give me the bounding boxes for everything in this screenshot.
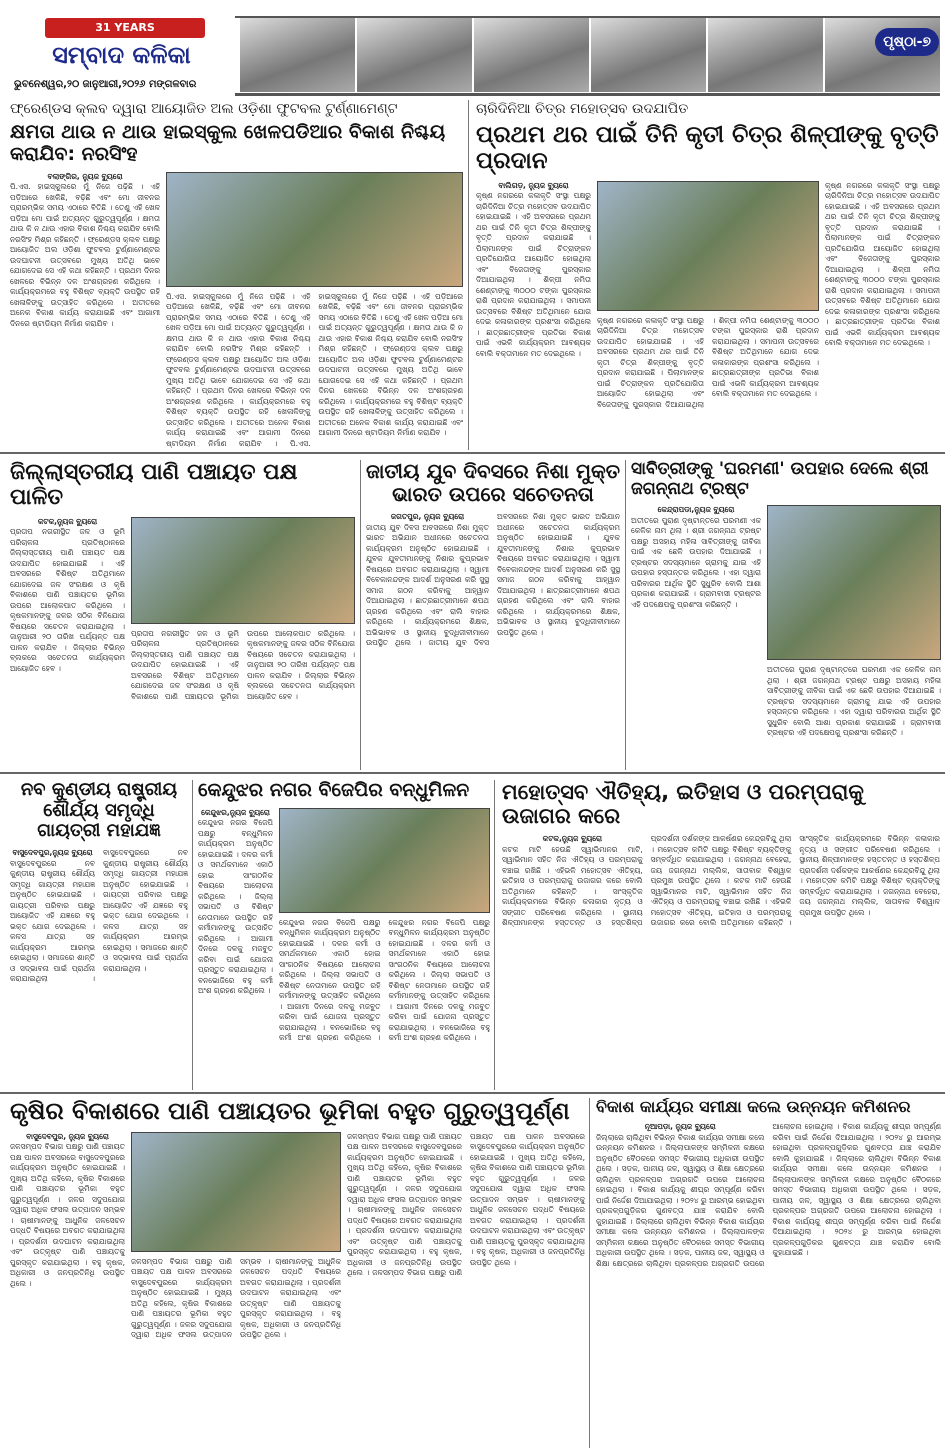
article-gayatri-yajna	[10, 780, 188, 1088]
article-text: ଜାତୀୟ ଯୁବ ଦିବସ ଅବସରରେ ନିଶା ମୁକ୍ତ ଭାରତ ଅଭିଯାନ ଅଧୀନରେ ସଚେତନତା କାର୍ଯ୍ୟକ୍ରମ ଅନୁଷ୍ଠିତ ହୋଇଯାଇଛି । ଯୁବକ ଯୁବତୀମାନଙ୍କୁ ନିଶାର କୁପ୍ରଭାବ ବିଷୟରେ ଅବଗତ କରାଯାଇଥିଲା । ସ୍ୱାମୀ ବିବେକାନନ୍ଦଙ୍କ ଆଦର୍ଶ ଅନୁସରଣ କରି ସୁସ୍ଥ ସମାଜ ଗଠନ କରିବାକୁ ଆହ୍ୱାନ ଦିଆଯାଇଥିଲା । ଛାତ୍ରଛାତ୍ରୀମାନେ ଶପଥ ଗ୍ରହଣ କରିଥିଲେ ଏବଂ ରାଲି ବାହାର କରିଥିଲେ । କାର୍ଯ୍ୟକ୍ରମରେ ଶିକ୍ଷକ, ଅଭିଭାବକ ଓ ସ୍ଥାନୀୟ ବୁଦ୍ଧିଜୀବୀମାନେ ଉପସ୍ଥିତ ଥିଲେ ।	[428, 512, 620, 647]
article-body	[366, 512, 620, 768]
article-dateline: ବଲାଙ୍ଗିର, ନ୍ୟୁଜ ବ୍ୟୁରୋ	[47, 171, 123, 181]
article-body-cont	[279, 918, 490, 1088]
article-dateline: କେନ୍ଦ୍ରାପଡା,ନ୍ୟୁଜ ବ୍ୟୁରୋ	[657, 505, 735, 515]
article-festival-heritage	[502, 780, 940, 1088]
article-body	[631, 505, 761, 768]
article-body-cont	[767, 665, 941, 768]
article-kicker: ଫ୍ରେଣ୍ଡସ କ୍ଲବ ଦ୍ୱାରା ଆୟୋଜିତ ଅଲ ଓଡ଼ିଶା ଫୁଟବଲ ଟୁର୍ଣ୍ଣାମେଣ୍ଟ	[10, 101, 398, 117]
exhibition-inauguration-photo	[131, 1132, 341, 1252]
article-headline: ଜାତୀୟ ଯୁବ ଦିବସରେ ନିଶା ମୁକ୍ତ ଭାରତ ଉପରେ ସଚେତନତା	[366, 460, 620, 506]
section-divider	[0, 1092, 945, 1094]
article-youth-day	[366, 460, 620, 768]
children-photo	[474, 18, 589, 92]
article-headline: କେନ୍ଦୁଝର ନଗର ବିଜେପିର ବନ୍ଧୁମିଳନ	[198, 780, 470, 801]
article-text: କୃଷ୍ଣ ନଗରରେ କଳାକୃତି ସଂସ୍ଥା ପକ୍ଷରୁ ଚାରିଦିନିଆ ଚିତ୍ର ମହୋତ୍ସବ ଉଦଯାପିତ ହୋଇଯାଇଛି । ଏହି ଅବସରରେ ପ୍ରଥମ ଥର ପାଇଁ ତିନି କୃତୀ ଚିତ୍ର ଶିଳ୍ପୀଙ୍କୁ ବୃତ୍ତି ପ୍ରଦାନ କରାଯାଇଛି । ପିଲାମାନଙ୍କ ପାଇଁ ଚିତ୍ରାଙ୍କନ ପ୍ରତିଯୋଗିତା ଆୟୋଜିତ ହୋଇଥିଲା ଏବଂ ବିଜେତାଙ୍କୁ ପୁରସ୍କାର ଦିଆଯାଇଥିଲା । ଶିଳ୍ପୀ ନମିତା ଶେଣ୍ଟାଙ୍କୁ ୩୦୦୦ ଟଙ୍କା ପୁରସ୍କାର ରାଶି ପ୍ରଦାନ କରାଯାଇଥିଲା । ସମାପନୀ ଉତ୍ସବରେ ବିଶିଷ୍ଟ ଅତିଥିମାନେ ଯୋଗ ଦେଇ କଳାକାରଙ୍କ ପ୍ରଶଂସା କରିଥିଲେ । ଛାତ୍ରଛାତ୍ରୀଙ୍କ ପ୍ରତିଭା ବିକାଶ ପାଇଁ ଏଭଳି କାର୍ଯ୍ୟକ୍ରମ ଆବଶ୍ୟକ ବୋଲି ବକ୍ତାମାନେ ମତ ଦେଇଥିଲେ ।	[825, 180, 940, 348]
article-text: ଜିଲ୍ଲାରେ ଚାଲିଥିବା ବିଭିନ୍ନ ବିକାଶ କାର୍ଯ୍ୟର ସମୀକ୍ଷା କଲେ ଉନ୍ନୟନ କମିଶନର । ଜିଲ୍ଲାପାଳଙ୍କ ସମ୍ମିଳନୀ କକ୍ଷରେ ଅନୁଷ୍ଠିତ ବୈଠକରେ ସମସ୍ତ ବିଭାଗୀୟ ଅଧିକାରୀ ଉପସ୍ଥିତ ଥିଲେ । ସଡ଼କ, ପାନୀୟ ଜଳ, ସ୍ୱାସ୍ଥ୍ୟ ଓ ଶିକ୍ଷା କ୍ଷେତ୍ରରେ ଚାଲିଥିବା ପ୍ରକଳ୍ପର ଅଗ୍ରଗତି ଉପରେ ଆଲୋଚନା ହୋଇଥିଲା । ବିକାଶ କାର୍ଯ୍ୟକୁ ଶୀଘ୍ର ସମ୍ପୂର୍ଣ୍ଣ କରିବା ପାଇଁ ନିର୍ଦ୍ଦେଶ ଦିଆଯାଇଥିଲା । ୨୦୨୪ ରୁ ଆରମ୍ଭ ହୋଇଥିବା ପ୍ରକଳ୍ପଗୁଡ଼ିକର ଗୁଣବତ୍ତା ଯାଞ୍ଚ କରାଯିବ ବୋଲି କୁହାଯାଇଛି ।	[596, 1132, 765, 1226]
article-bjp-meet	[198, 780, 490, 1088]
article-text: ପ୍ରତାପ ନଗରୀସ୍ଥିତ ଜଳ ଓ ଭୂମି ପରିଚାଳନା ପ୍ରତିଷ୍ଠାନରେ ଜିଲ୍ଲାସ୍ତରୀୟ ପାଣି ପଞ୍ଚାୟତ ପକ୍ଷ ଉଦଯାପିତ ହୋଇଯାଇଛି । ଏହି ଅବସରରେ ବିଶିଷ୍ଟ ଅତିଥିମାନେ ଯୋଗଦେଇ ଜଳ ସଂରକ୍ଷଣ ଓ କୃଷି ବିକାଶରେ ପାଣି ପଞ୍ଚାୟତର ଭୂମିକା ଉପରେ ଆଲୋକପାତ କରିଥିଲେ । କୃଷକମାନଙ୍କୁ ଜଳର ସଠିକ ବିନିଯୋଗ ବିଷୟରେ ସଚେତନ କରାଯାଇଥିଲା । ଜାନୁଆରୀ ୨୦ ତାରିଖ ପର୍ଯ୍ୟନ୍ତ ପକ୍ଷ ପାଳନ କରାଯିବ । ଜିଲ୍ଲାର ବିଭିନ୍ନ ବ୍ଲକରେ ସଚେତନତା କାର୍ଯ୍ୟକ୍ରମ ଆୟୋଜିତ ହେବ ।	[131, 628, 355, 701]
article-body-cont	[131, 629, 355, 768]
article-text: କଟକ ମାଟି ହେଉଛି ସ୍ୱାଭିମାନର ମାଟି, ସ୍ୱାଭିମାନ ସହିତ ନିଜ ଐତିହ୍ୟ ଓ ପରମ୍ପରାକୁ ବଞ୍ଚାଇ ରଖିଛି । ଏହିଭଳି ମହୋତ୍ସବ ଐତିହ୍ୟ, ଇତିହାସ ଓ ପରମ୍ପରାକୁ ଉଜାଗର କରେ ବୋଲି ଅତିଥିମାନେ କହିଛନ୍ତି । ସାଂସ୍କୃତିକ କାର୍ଯ୍ୟକ୍ରମରେ ବିଭିନ୍ନ କଳାକାର ନୃତ୍ୟ ଓ ସଙ୍ଗୀତ ପରିବେଷଣ କରିଥିଲେ । ସ୍ଥାନୀୟ ଶିଳ୍ପୀମାନଙ୍କ ହସ୍ତତନ୍ତ ଓ ହସ୍ତଶିଳ୍ପ ପ୍ରଦର୍ଶନୀ ଦର୍ଶକଙ୍କ ଆକର୍ଷଣର କେନ୍ଦ୍ରବିନ୍ଦୁ ଥିଲା । ମହୋତ୍ସବ କମିଟି ପକ୍ଷରୁ ବିଶିଷ୍ଟ ବ୍ୟକ୍ତିଙ୍କୁ ସମ୍ବର୍ଦ୍ଧିତ କରାଯାଇଥିଲା । ଜଗନ୍ନାଥ ବେହେରା, ଜୟ ଜଗନ୍ନାଥ ମଲ୍ଲିକ, ସାତାବାକ ବିଶ୍ୱାଳ ପ୍ରମୁଖ ଉପସ୍ଥିତ ଥିଲେ ।	[650, 834, 940, 928]
article-body-cont	[597, 316, 819, 448]
article-dateline: ନୂଆପଡ଼ା, ନ୍ୟୁଜ ବ୍ୟୁରୋ	[644, 1122, 716, 1132]
article-body-cont	[166, 292, 463, 448]
article-art-festival	[476, 100, 940, 448]
column-divider	[494, 780, 495, 1090]
article-text: ଜଳସମ୍ପଦ ବିଭାଗ ପକ୍ଷରୁ ପାଣି ପଞ୍ଚାୟତ ପକ୍ଷ ପାଳନ ଅବସରରେ ବାସୁଦେବପୁରରେ କାର୍ଯ୍ୟକ୍ରମ ଅନୁଷ୍ଠିତ ହୋଇଯାଇଛି । ମୁଖ୍ୟ ଅତିଥି କହିଲେ, କୃଷିର ବିକାଶରେ ପାଣି ପଞ୍ଚାୟତର ଭୂମିକା ବହୁତ ଗୁରୁତ୍ୱପୂର୍ଣ୍ଣ । ଜଳର ସଦୁପଯୋଗ ଦ୍ୱାରା ଅଧିକ ଫସଲ ଉତ୍ପାଦନ ସମ୍ଭବ । ଚାଷୀମାନଙ୍କୁ ଆଧୁନିକ ଜଳସେଚନ ପଦ୍ଧତି ବିଷୟରେ ଅବଗତ କରାଯାଇଥିଲା । ପ୍ରଦର୍ଶନୀ ଉଦଘାଟନ କରାଯାଇଥିଲା ଏବଂ ଉତ୍କୃଷ୍ଟ ପାଣି ପଞ୍ଚାୟତକୁ ପୁରସ୍କୃତ କରାଯାଇଥିଲା । ବହୁ କୃଷକ, ଅଧିକାରୀ ଓ ଜନପ୍ରତିନିଧି ଉପସ୍ଥିତ ଥିଲେ ।	[10, 1142, 125, 1288]
article-body	[10, 172, 160, 448]
article-text: କୃଷ୍ଣ ନଗରରେ କଳାକୃତି ସଂସ୍ଥା ପକ୍ଷରୁ ଚାରିଦିନିଆ ଚିତ୍ର ମହୋତ୍ସବ ଉଦଯାପିତ ହୋଇଯାଇଛି । ଏହି ଅବସରରେ ପ୍ରଥମ ଥର ପାଇଁ ତିନି କୃତୀ ଚିତ୍ର ଶିଳ୍ପୀଙ୍କୁ ବୃତ୍ତି ପ୍ରଦାନ କରାଯାଇଛି । ପିଲାମାନଙ୍କ ପାଇଁ ଚିତ୍ରାଙ୍କନ ପ୍ରତିଯୋଗିତା ଆୟୋଜିତ ହୋଇଥିଲା ଏବଂ ବିଜେତାଙ୍କୁ ପୁରସ୍କାର ଦିଆଯାଇଥିଲା । ଶିଳ୍ପୀ ନମିତା ଶେଣ୍ଟାଙ୍କୁ ୩୦୦୦ ଟଙ୍କା ପୁରସ୍କାର ରାଶି ପ୍ରଦାନ କରାଯାଇଥିଲା । ସମାପନୀ ଉତ୍ସବରେ ବିଶିଷ୍ଟ ଅତିଥିମାନେ ଯୋଗ ଦେଇ କଳାକାରଙ୍କ ପ୍ରଶଂସା କରିଥିଲେ । ଛାତ୍ରଛାତ୍ରୀଙ୍କ ପ୍ରତିଭା ବିକାଶ ପାଇଁ ଏଭଳି କାର୍ଯ୍ୟକ୍ରମ ଆବଶ୍ୟକ ବୋଲି ବକ୍ତାମାନେ ମତ ଦେଇଥିଲେ ।	[476, 191, 591, 358]
column-divider	[360, 460, 361, 770]
years-ribbon: 31 YEARS	[45, 18, 205, 38]
meeting-stage-photo	[131, 517, 355, 624]
column-divider	[468, 100, 469, 450]
column-divider	[625, 460, 626, 770]
article-text: ବାସୁଦେବପୁରରେ ନବ କୁଣ୍ଡୀୟ ରାଷ୍ଟ୍ରୀୟ ଶୌର୍ଯ୍ୟ ସମୃଦ୍ଧି ଗାୟତ୍ରୀ ମହାଯଜ୍ଞ ଅନୁଷ୍ଠିତ ହୋଇଯାଇଛି । ଗାୟତ୍ରୀ ପରିବାର ପକ୍ଷରୁ ଆୟୋଜିତ ଏହି ଯଜ୍ଞରେ ବହୁ ଭକ୍ତ ଯୋଗ ଦେଇଥିଲେ । କଳସ ଯାତ୍ରା ସହ କାର୍ଯ୍ୟକ୍ରମ ଆରମ୍ଭ ହୋଇଥିଲା । ସମାଜରେ ଶାନ୍ତି ଓ ସଦ୍ଭାବନା ପାଇଁ ପ୍ରାର୍ଥନା କରାଯାଇଥିଲା ।	[103, 848, 188, 973]
article-text: ଜାତୀୟ ଯୁବ ଦିବସ ଅବସରରେ ନିଶା ମୁକ୍ତ ଭାରତ ଅଭିଯାନ ଅଧୀନରେ ସଚେତନତା କାର୍ଯ୍ୟକ୍ରମ ଅନୁଷ୍ଠିତ ହୋଇଯାଇଛି । ଯୁବକ ଯୁବତୀମାନଙ୍କୁ ନିଶାର କୁପ୍ରଭାବ ବିଷୟରେ ଅବଗତ କରାଯାଇଥିଲା । ସ୍ୱାମୀ ବିବେକାନନ୍ଦଙ୍କ ଆଦର୍ଶ ଅନୁସରଣ କରି ସୁସ୍ଥ ସମାଜ ଗଠନ କରିବାକୁ ଆହ୍ୱାନ ଦିଆଯାଇଥିଲା । ଛାତ୍ରଛାତ୍ରୀମାନେ ଶପଥ ଗ୍ରହଣ କରିଥିଲେ ଏବଂ ରାଲି ବାହାର କରିଥିଲେ । କାର୍ଯ୍ୟକ୍ରମରେ ଶିକ୍ଷକ, ଅଭିଭାବକ ଓ ସ୍ଥାନୀୟ ବୁଦ୍ଧିଜୀବୀମାନେ ଉପସ୍ଥିତ ଥିଲେ ।	[366, 522, 489, 647]
article-body	[10, 848, 188, 1088]
article-text: ଜିଲ୍ଲାରେ ଚାଲିଥିବା ବିଭିନ୍ନ ବିକାଶ କାର୍ଯ୍ୟର ସମୀକ୍ଷା କଲେ ଉନ୍ନୟନ କମିଶନର । ଜିଲ୍ଲାପାଳଙ୍କ ସମ୍ମିଳନୀ କକ୍ଷରେ ଅନୁଷ୍ଠିତ ବୈଠକରେ ସମସ୍ତ ବିଭାଗୀୟ ଅଧିକାରୀ ଉପସ୍ଥିତ ଥିଲେ । ସଡ଼କ, ପାନୀୟ ଜଳ, ସ୍ୱାସ୍ଥ୍ୟ ଓ ଶିକ୍ଷା କ୍ଷେତ୍ରରେ ଚାଲିଥିବା ପ୍ରକଳ୍ପର ଅଗ୍ରଗତି ଉପରେ ଆଲୋଚନା ହୋଇଥିଲା । ବିକାଶ କାର୍ଯ୍ୟକୁ ଶୀଘ୍ର ସମ୍ପୂର୍ଣ୍ଣ କରିବା ପାଇଁ ନିର୍ଦ୍ଦେଶ ଦିଆଯାଇଥିଲା । ୨୦୨୪ ରୁ ଆରମ୍ଭ ହୋଇଥିବା ପ୍ରକଳ୍ପଗୁଡ଼ିକର ଗୁଣବତ୍ତା ଯାଞ୍ଚ କରାଯିବ ବୋଲି କୁହାଯାଇଛି ।	[596, 1122, 941, 1268]
art-award-photo	[597, 181, 819, 311]
masthead-photo-strip	[240, 18, 940, 92]
article-headline: କ୍ଷମତା ଥାଉ ନ ଥାଉ ହାଇସ୍କୁଲ ଖେଳପଡିଆର ବିକାଶ ନିଶ୍ଚୟ କରାଯିବ: ନରସିଂହ	[10, 121, 446, 165]
picnic-gathering-photo	[279, 808, 490, 913]
article-headline: ପ୍ରଥମ ଥର ପାଇଁ ତିନି କୃତୀ ଚିତ୍ର ଶିଳ୍ପୀଙ୍କୁ ବୃତ୍ତି ପ୍ରଦାନ	[476, 122, 939, 175]
art-photo	[591, 18, 706, 92]
article-text: ଜଳସମ୍ପଦ ବିଭାଗ ପକ୍ଷରୁ ପାଣି ପଞ୍ଚାୟତ ପକ୍ଷ ପାଳନ ଅବସରରେ ବାସୁଦେବପୁରରେ କାର୍ଯ୍ୟକ୍ରମ ଅନୁଷ୍ଠିତ ହୋଇଯାଇଛି । ମୁଖ୍ୟ ଅତିଥି କହିଲେ, କୃଷିର ବିକାଶରେ ପାଣି ପଞ୍ଚାୟତର ଭୂମିକା ବହୁତ ଗୁରୁତ୍ୱପୂର୍ଣ୍ଣ । ଜଳର ସଦୁପଯୋଗ ଦ୍ୱାରା ଅଧିକ ଫସଲ ଉତ୍ପାଦନ ସମ୍ଭବ । ଚାଷୀମାନଙ୍କୁ ଆଧୁନିକ ଜଳସେଚନ ପଦ୍ଧତି ବିଷୟରେ ଅବଗତ କରାଯାଇଥିଲା । ପ୍ରଦର୍ଶନୀ ଉଦଘାଟନ କରାଯାଇଥିଲା ଏବଂ ଉତ୍କୃଷ୍ଟ ପାଣି ପଞ୍ଚାୟତକୁ ପୁରସ୍କୃତ କରାଯାଇଥିଲା । ବହୁ କୃଷକ, ଅଧିକାରୀ ଓ ଜନପ୍ରତିନିଧି ଉପସ୍ଥିତ ଥିଲେ ।	[372, 1131, 585, 1278]
article-text: ଜିଲ୍ଲାରେ ଚାଲିଥିବା ବିଭିନ୍ନ ବିକାଶ କାର୍ଯ୍ୟର ସମୀକ୍ଷା କଲେ ଉନ୍ନୟନ କମିଶନର । ଜିଲ୍ଲାପାଳଙ୍କ ସମ୍ମିଳନୀ କକ୍ଷରେ ଅନୁଷ୍ଠିତ ବୈଠକରେ ସମସ୍ତ ବିଭାଗୀୟ ଅଧିକାରୀ ଉପସ୍ଥିତ ଥିଲେ । ସଡ଼କ, ପାନୀୟ ଜଳ, ସ୍ୱାସ୍ଥ୍ୟ ଓ ଶିକ୍ଷା କ୍ଷେତ୍ରରେ ଚାଲିଥିବା ପ୍ରକଳ୍ପର ଅଗ୍ରଗତି ଉପରେ ଆଲୋଚନା ହୋଇଥିଲା । ବିକାଶ କାର୍ଯ୍ୟକୁ ଶୀଘ୍ର ସମ୍ପୂର୍ଣ୍ଣ କରିବା ପାଇଁ ନିର୍ଦ୍ଦେଶ ଦିଆଯାଇଥିଲା । ୨୦୨୪ ରୁ ଆରମ୍ଭ ହୋଇଥିବା ପ୍ରକଳ୍ପଗୁଡ଼ିକର ଗୁଣବତ୍ତା ଯାଞ୍ଚ କରାଯିବ ବୋଲି କୁହାଯାଇଛି ।	[772, 1153, 941, 1258]
article-text: ଜଳସମ୍ପଦ ବିଭାଗ ପକ୍ଷରୁ ପାଣି ପଞ୍ଚାୟତ ପକ୍ଷ ପାଳନ ଅବସରରେ ବାସୁଦେବପୁରରେ କାର୍ଯ୍ୟକ୍ରମ ଅନୁଷ୍ଠିତ ହୋଇଯାଇଛି । ମୁଖ୍ୟ ଅତିଥି କହିଲେ, କୃଷିର ବିକାଶରେ ପାଣି ପଞ୍ଚାୟତର ଭୂମିକା ବହୁତ ଗୁରୁତ୍ୱପୂର୍ଣ୍ଣ । ଜଳର ସଦୁପଯୋଗ ଦ୍ୱାରା ଅଧିକ ଫସଲ ଉତ୍ପାଦନ ସମ୍ଭବ । ଚାଷୀମାନଙ୍କୁ ଆଧୁନିକ ଜଳସେଚନ ପଦ୍ଧତି ବିଷୟରେ ଅବଗତ କରାଯାଇଥିଲା । ପ୍ରଦର୍ଶନୀ ଉଦଘାଟନ କରାଯାଇଥିଲା ଏବଂ ଉତ୍କୃଷ୍ଟ ପାଣି ପଞ୍ଚାୟତକୁ ପୁରସ୍କୃତ କରାଯାଇଥିଲା । ବହୁ କୃଷକ, ଅଧିକାରୀ ଓ ଜନପ୍ରତିନିଧି ଉପସ୍ଥିତ ଥିଲେ ।	[347, 1131, 462, 1278]
article-headline: ଜିଲ୍ଲାସ୍ତରୀୟ ପାଣି ପଞ୍ଚାୟତ ପକ୍ଷ ପାଳିତ	[10, 460, 298, 511]
craft-photo	[357, 18, 472, 92]
temple-photo	[240, 18, 355, 92]
article-body	[198, 808, 273, 1088]
dateline: ଭୁବନେଶ୍ୱର,୨୦ ଜାନୁଆରୀ,୨୦୨୬ ମଙ୍ଗଳବାର	[14, 79, 197, 90]
article-headline: ମହୋତ୍ସବ ଐତିହ୍ୟ, ଇତିହାସ ଓ ପରମ୍ପରାକୁ ଉଜାଗର କରେ	[502, 780, 864, 829]
article-headline: ସାବିତ୍ରୀଙ୍କୁ 'ଘରମଣୀ' ଉପହାର ଦେଲେ ଶ୍ରୀ ଜଗନ୍ନାଥ ଟ୍ରଷ୍ଟ	[631, 460, 929, 499]
article-body	[476, 181, 591, 448]
article-text: ଜଳସମ୍ପଦ ବିଭାଗ ପକ୍ଷରୁ ପାଣି ପଞ୍ଚାୟତ ପକ୍ଷ ପାଳନ ଅବସରରେ ବାସୁଦେବପୁରରେ କାର୍ଯ୍ୟକ୍ରମ ଅନୁଷ୍ଠିତ ହୋଇଯାଇଛି । ମୁଖ୍ୟ ଅତିଥି କହିଲେ, କୃଷିର ବିକାଶରେ ପାଣି ପଞ୍ଚାୟତର ଭୂମିକା ବହୁତ ଗୁରୁତ୍ୱପୂର୍ଣ୍ଣ । ଜଳର ସଦୁପଯୋଗ ଦ୍ୱାରା ଅଧିକ ଫସଲ ଉତ୍ପାଦନ ସମ୍ଭବ । ଚାଷୀମାନଙ୍କୁ ଆଧୁନିକ ଜଳସେଚନ ପଦ୍ଧତି ବିଷୟରେ ଅବଗତ କରାଯାଇଥିଲା । ପ୍ରଦର୍ଶନୀ ଉଦଘାଟନ କରାଯାଇଥିଲା ଏବଂ ଉତ୍କୃଷ୍ଟ ପାଣି ପଞ୍ଚାୟତକୁ ପୁରସ୍କୃତ କରାଯାଇଥିଲା । ବହୁ କୃଷକ, ଅଧିକାରୀ ଓ ଜନପ୍ରତିନିଧି ଉପସ୍ଥିତ ଥିଲେ ।	[131, 1256, 341, 1340]
article-text: ପ୍ରତାପ ନଗରୀସ୍ଥିତ ଜଳ ଓ ଭୂମି ପରିଚାଳନା ପ୍ରତିଷ୍ଠାନରେ ଜିଲ୍ଲାସ୍ତରୀୟ ପାଣି ପଞ୍ଚାୟତ ପକ୍ଷ ଉଦଯାପିତ ହୋଇଯାଇଛି । ଏହି ଅବସରରେ ବିଶିଷ୍ଟ ଅତିଥିମାନେ ଯୋଗଦେଇ ଜଳ ସଂରକ୍ଷଣ ଓ କୃଷି ବିକାଶରେ ପାଣି ପଞ୍ଚାୟତର ଭୂମିକା ଉପରେ ଆଲୋକପାତ କରିଥିଲେ । କୃଷକମାନଙ୍କୁ ଜଳର ସଠିକ ବିନିଯୋଗ ବିଷୟରେ ସଚେତନ କରାଯାଇଥିଲା । ଜାନୁଆରୀ ୨୦ ତାରିଖ ପର୍ଯ୍ୟନ୍ତ ପକ୍ଷ ପାଳନ କରାଯିବ । ଜିଲ୍ଲାର ବିଭିନ୍ନ ବ୍ଲକରେ ସଚେତନତା କାର୍ଯ୍ୟକ୍ରମ ଆୟୋଜିତ ହେବ ।	[10, 527, 125, 673]
article-trust-gift	[631, 460, 941, 768]
article-headline: ନବ କୁଣ୍ଡୀୟ ରାଷ୍ଟ୍ରୀୟ ଶୌର୍ଯ୍ୟ ସମୃଦ୍ଧି ଗାୟତ୍ରୀ ମହାଯଜ୍ଞ	[20, 780, 178, 842]
article-body	[502, 834, 940, 1088]
article-text: କେନ୍ଦୁଝର ନଗର ବିଜେପି ପକ୍ଷରୁ ବନ୍ଧୁମିଳନ କାର୍ଯ୍ୟକ୍ରମ ଅନୁଷ୍ଠିତ ହୋଇଯାଇଛି । ଦଳର କର୍ମୀ ଓ ସମର୍ଥକମାନେ ଏକାଠି ହୋଇ ସାଂଗଠନିକ ବିଷୟରେ ଆଲୋଚନା କରିଥିଲେ । ଜିଲ୍ଲା ସଭାପତି ଓ ବିଶିଷ୍ଟ ନେତାମାନେ ଉପସ୍ଥିତ ରହି କର୍ମୀମାନଙ୍କୁ ଉତ୍ସାହିତ କରିଥିଲେ । ଆଗାମୀ ଦିନରେ ଦଳକୁ ମଜବୁତ କରିବା ପାଇଁ ଯୋଜନା ପ୍ରସ୍ତୁତ କରାଯାଇଥିଲା । ବନଭୋଜିରେ ବହୁ କର୍ମୀ ଅଂଶ ଗ୍ରହଣ କରିଥିଲେ ।	[198, 818, 273, 996]
article-agriculture	[10, 1098, 585, 1446]
article-kicker: ଚାରିଦିନିଆ ଚିତ୍ର ମହୋତ୍ସବ ଉଦଯାପିତ	[476, 101, 689, 117]
article-text: କଟକ ମାଟି ହେଉଛି ସ୍ୱାଭିମାନର ମାଟି, ସ୍ୱାଭିମାନ ସହିତ ନିଜ ଐତିହ୍ୟ ଓ ପରମ୍ପରାକୁ ବଞ୍ଚାଇ ରଖିଛି । ଏହିଭଳି ମହୋତ୍ସବ ଐତିହ୍ୟ, ଇତିହାସ ଓ ପରମ୍ପରାକୁ ଉଜାଗର କରେ ବୋଲି ଅତିଥିମାନେ କହିଛନ୍ତି । ସାଂସ୍କୃତିକ କାର୍ଯ୍ୟକ୍ରମରେ ବିଭିନ୍ନ କଳାକାର ନୃତ୍ୟ ଓ ସଙ୍ଗୀତ ପରିବେଷଣ କରିଥିଲେ । ସ୍ଥାନୀୟ ଶିଳ୍ପୀମାନଙ୍କ ହସ୍ତତନ୍ତ ଓ ହସ୍ତଶିଳ୍ପ ପ୍ରଦର୍ଶନୀ ଦର୍ଶକଙ୍କ ଆକର୍ଷଣର କେନ୍ଦ୍ରବିନ୍ଦୁ ଥିଲା । ମହୋତ୍ସବ କମିଟି ପକ୍ଷରୁ ବିଶିଷ୍ଟ ବ୍ୟକ୍ତିଙ୍କୁ ସମ୍ବର୍ଦ୍ଧିତ କରାଯାଇଥିଲା । ଜଗନ୍ନାଥ ବେହେରା, ଜୟ ଜଗନ୍ନାଥ ମଲ୍ଲିକ, ସାତାବାକ ବିଶ୍ୱାଳ ପ୍ରମୁଖ ଉପସ୍ଥିତ ଥିଲେ ।	[502, 834, 792, 928]
article-text: ଅତୀତରେ ପୁରାଣ ଦୃଷ୍ଟାନ୍ତରେ ଘରମଣୀ ଏକ କେଳିକ ନାମ ଥିଲା । ଶ୍ରୀ ଜଗନ୍ନାଥ ଟ୍ରଷ୍ଟ ପକ୍ଷରୁ ଅସହାୟ ମହିଳା ସାବିତ୍ରୀଙ୍କୁ ଜୀବିକା ପାଇଁ ଏକ ଛେଳି ଉପହାର ଦିଆଯାଇଛି । ଟ୍ରଷ୍ଟର ସଦସ୍ୟମାନେ ଗ୍ରାମକୁ ଯାଇ ଏହି ଉପହାର ହସ୍ତାନ୍ତର କରିଥିଲେ । ଏହା ଦ୍ୱାରା ପରିବାରର ଆର୍ଥିକ ସ୍ଥିତି ସୁଧୁରିବ ବୋଲି ଆଶା ପ୍ରକାଶ କରାଯାଇଛି । ଗ୍ରାମବାସୀ ଟ୍ରଷ୍ଟର ଏହି ପଦକ୍ଷେପକୁ ପ୍ରଶଂସା କରିଛନ୍ତି ।	[631, 515, 761, 609]
article-development-review	[596, 1098, 941, 1446]
article-text: କେନ୍ଦୁଝର ନଗର ବିଜେପି ପକ୍ଷରୁ ବନ୍ଧୁମିଳନ କାର୍ଯ୍ୟକ୍ରମ ଅନୁଷ୍ଠିତ ହୋଇଯାଇଛି । ଦଳର କର୍ମୀ ଓ ସମର୍ଥକମାନେ ଏକାଠି ହୋଇ ସାଂଗଠନିକ ବିଷୟରେ ଆଲୋଚନା କରିଥିଲେ । ଜିଲ୍ଲା ସଭାପତି ଓ ବିଶିଷ୍ଟ ନେତାମାନେ ଉପସ୍ଥିତ ରହି କର୍ମୀମାନଙ୍କୁ ଉତ୍ସାହିତ କରିଥିଲେ । ଆଗାମୀ ଦିନରେ ଦଳକୁ ମଜବୁତ କରିବା ପାଇଁ ଯୋଜନା ପ୍ରସ୍ତୁତ କରାଯାଇଥିଲା । ବନଭୋଜିରେ ବହୁ କର୍ମୀ ଅଂଶ ଗ୍ରହଣ କରିଥିଲେ ।	[388, 917, 490, 1043]
article-text: ପି.ଏସ. ହାଇସ୍କୁଲରେ ମୁଁ ନିଜେ ପଢ଼ିଛି । ଏହି ପଡ଼ିଆରେ ଖେଳିଛି, ବଢ଼ିଛି ଏବଂ ମୋ ଜୀବନର ପ୍ରାରମ୍ଭିକ ସମୟ ଏଠାରେ ବିତିଛି । ତେଣୁ ଏହି ଖେଳ ପଡ଼ିଆ ମୋ ପାଇଁ ଅତ୍ୟନ୍ତ ଗୁରୁତ୍ୱପୂର୍ଣ୍ଣ । କ୍ଷମତା ଥାଉ କି ନ ଥାଉ ଏହାର ବିକାଶ ନିଶ୍ଚୟ କରାଯିବ ବୋଲି ନରସିଂହ ମିଶ୍ର କହିଛନ୍ତି । ଫ୍ରେଣ୍ଡସ କ୍ଲବ ପକ୍ଷରୁ ଆୟୋଜିତ ଅଲ ଓଡ଼ିଶା ଫୁଟବଲ ଟୁର୍ଣ୍ଣାମେଣ୍ଟର ଉଦଘାଟନୀ ଉତ୍ସବରେ ମୁଖ୍ୟ ଅତିଥି ଭାବେ ଯୋଗଦେଇ ସେ ଏହି କଥା କହିଛନ୍ତି । ପ୍ରଥମ ଦିନର ଖେଳରେ ବିଭିନ୍ନ ଦଳ ଅଂଶଗ୍ରହଣ କରିଥିଲେ । କାର୍ଯ୍ୟକ୍ରମରେ ବହୁ ବିଶିଷ୍ଟ ବ୍ୟକ୍ତି ଉପସ୍ଥିତ ରହି ଖେଳାଳିଙ୍କୁ ଉତ୍ସାହିତ କରିଥିଲେ । ଅତୀତରେ ଅନେକ ବିକାଶ କାର୍ଯ୍ୟ କରାଯାଇଛି ଏବଂ ଆଗାମୀ ଦିନରେ ଷ୍ଟାଡିୟମ ନିର୍ମାଣ କରାଯିବ ।	[10, 182, 160, 328]
article-body-cont	[347, 1132, 585, 1446]
page-number-badge: ପୃଷ୍ଠା-୭	[875, 28, 939, 56]
article-text: ବାସୁଦେବପୁରରେ ନବ କୁଣ୍ଡୀୟ ରାଷ୍ଟ୍ରୀୟ ଶୌର୍ଯ୍ୟ ସମୃଦ୍ଧି ଗାୟତ୍ରୀ ମହାଯଜ୍ଞ ଅନୁଷ୍ଠିତ ହୋଇଯାଇଛି । ଗାୟତ୍ରୀ ପରିବାର ପକ୍ଷରୁ ଆୟୋଜିତ ଏହି ଯଜ୍ଞରେ ବହୁ ଭକ୍ତ ଯୋଗ ଦେଇଥିଲେ । କଳସ ଯାତ୍ରା ସହ କାର୍ଯ୍ୟକ୍ରମ ଆରମ୍ଭ ହୋଇଥିଲା । ସମାଜରେ ଶାନ୍ତି ଓ ସଦ୍ଭାବନା ପାଇଁ ପ୍ରାର୍ଥନା କରାଯାଇଥିଲା ।	[10, 858, 95, 984]
football-teams-photo	[166, 172, 463, 287]
article-headline: ବିକାଶ କାର୍ଯ୍ୟର ସମୀକ୍ଷା କଲେ ଉନ୍ନୟନ କମିଶନର	[596, 1098, 911, 1116]
article-dateline: କଟକ,ନ୍ୟୁଜ ବ୍ୟୁରୋ	[542, 834, 602, 844]
article-text: କେନ୍ଦୁଝର ନଗର ବିଜେପି ପକ୍ଷରୁ ବନ୍ଧୁମିଳନ କାର୍ଯ୍ୟକ୍ରମ ଅନୁଷ୍ଠିତ ହୋଇଯାଇଛି । ଦଳର କର୍ମୀ ଓ ସମର୍ଥକମାନେ ଏକାଠି ହୋଇ ସାଂଗଠନିକ ବିଷୟରେ ଆଲୋଚନା କରିଥିଲେ । ଜିଲ୍ଲା ସଭାପତି ଓ ବିଶିଷ୍ଟ ନେତାମାନେ ଉପସ୍ଥିତ ରହି କର୍ମୀମାନଙ୍କୁ ଉତ୍ସାହିତ କରିଥିଲେ । ଆଗାମୀ ଦିନରେ ଦଳକୁ ମଜବୁତ କରିବା ପାଇଁ ଯୋଜନା ପ୍ରସ୍ତୁତ କରାଯାଇଥିଲା । ବନଭୋଜିରେ ବହୁ କର୍ମୀ ଅଂଶ ଗ୍ରହଣ କରିଥିଲେ ।	[279, 917, 381, 1043]
article-body	[10, 517, 125, 768]
article-body-cont	[131, 1257, 341, 1446]
article-text: ପି.ଏସ. ହାଇସ୍କୁଲରେ ମୁଁ ନିଜେ ପଢ଼ିଛି । ଏହି ପଡ଼ିଆରେ ଖେଳିଛି, ବଢ଼ିଛି ଏବଂ ମୋ ଜୀବନର ପ୍ରାରମ୍ଭିକ ସମୟ ଏଠାରେ ବିତିଛି । ତେଣୁ ଏହି ଖେଳ ପଡ଼ିଆ ମୋ ପାଇଁ ଅତ୍ୟନ୍ତ ଗୁରୁତ୍ୱପୂର୍ଣ୍ଣ । କ୍ଷମତା ଥାଉ କି ନ ଥାଉ ଏହାର ବିକାଶ ନିଶ୍ଚୟ କରାଯିବ ବୋଲି ନରସିଂହ ମିଶ୍ର କହିଛନ୍ତି । ଫ୍ରେଣ୍ଡସ କ୍ଲବ ପକ୍ଷରୁ ଆୟୋଜିତ ଅଲ ଓଡ଼ିଶା ଫୁଟବଲ ଟୁର୍ଣ୍ଣାମେଣ୍ଟର ଉଦଘାଟନୀ ଉତ୍ସବରେ ମୁଖ୍ୟ ଅତିଥି ଭାବେ ଯୋଗଦେଇ ସେ ଏହି କଥା କହିଛନ୍ତି । ପ୍ରଥମ ଦିନର ଖେଳରେ ବିଭିନ୍ନ ଦଳ ଅଂଶଗ୍ରହଣ କରିଥିଲେ । କାର୍ଯ୍ୟକ୍ରମରେ ବହୁ ବିଶିଷ୍ଟ ବ୍ୟକ୍ତି ଉପସ୍ଥିତ ରହି ଖେଳାଳିଙ୍କୁ ଉତ୍ସାହିତ କରିଥିଲେ । ଅତୀତରେ ଅନେକ ବିକାଶ କାର୍ଯ୍ୟ କରାଯାଇଛି ଏବଂ ଆଗାମୀ ଦିନରେ ଷ୍ଟାଡିୟମ ନିର୍ମାଣ କରାଯିବ ।	[289, 291, 463, 448]
article-dateline: ବାଲିଗଡ଼, ନ୍ୟୁଜ ବ୍ୟୁରୋ	[498, 180, 569, 190]
article-text: ପି.ଏସ. ହାଇସ୍କୁଲରେ ମୁଁ ନିଜେ ପଢ଼ିଛି । ଏହି ପଡ଼ିଆରେ ଖେଳିଛି, ବଢ଼ିଛି ଏବଂ ମୋ ଜୀବନର ପ୍ରାରମ୍ଭିକ ସମୟ ଏଠାରେ ବିତିଛି । ତେଣୁ ଏହି ଖେଳ ପଡ଼ିଆ ମୋ ପାଇଁ ଅତ୍ୟନ୍ତ ଗୁରୁତ୍ୱପୂର୍ଣ୍ଣ । କ୍ଷମତା ଥାଉ କି ନ ଥାଉ ଏହାର ବିକାଶ ନିଶ୍ଚୟ କରାଯିବ ବୋଲି ନରସିଂହ ମିଶ୍ର କହିଛନ୍ତି । ଫ୍ରେଣ୍ଡସ କ୍ଲବ ପକ୍ଷରୁ ଆୟୋଜିତ ଅଲ ଓଡ଼ିଶା ଫୁଟବଲ ଟୁର୍ଣ୍ଣାମେଣ୍ଟର ଉଦଘାଟନୀ ଉତ୍ସବରେ ମୁଖ୍ୟ ଅତିଥି ଭାବେ ଯୋଗଦେଇ ସେ ଏହି କଥା କହିଛନ୍ତି । ପ୍ରଥମ ଦିନର ଖେଳରେ ବିଭିନ୍ନ ଦଳ ଅଂଶଗ୍ରହଣ କରିଥିଲେ । କାର୍ଯ୍ୟକ୍ରମରେ ବହୁ ବିଶିଷ୍ଟ ବ୍ୟକ୍ତି ଉପସ୍ଥିତ ରହି ଖେଳାଳିଙ୍କୁ ଉତ୍ସାହିତ କରିଥିଲେ । ଅତୀତରେ ଅନେକ ବିକାଶ କାର୍ଯ୍ୟ କରାଯାଇଛି ଏବଂ ଆଗାମୀ ଦିନରେ ଷ୍ଟାଡିୟମ ନିର୍ମାଣ କରାଯିବ ।	[166, 291, 311, 448]
article-body	[596, 1122, 941, 1446]
article-dateline: କଟକ,ନ୍ୟୁଜ ବ୍ୟୁରୋ	[37, 516, 98, 526]
article-dateline: ବାସୁଦେବପୁର, ନ୍ୟୁଜ ବ୍ୟୁରୋ	[26, 1131, 109, 1141]
column-divider	[589, 1098, 590, 1448]
article-water-panchayat	[10, 460, 355, 768]
newspaper-title: ସମ୍ବାଦ କଳିକା	[52, 41, 191, 69]
article-body-cont	[825, 181, 940, 448]
article-dateline: ବାସୁଦେବପୁର,ନ୍ୟୁଜ ବ୍ୟୁରୋ	[12, 848, 93, 858]
article-football	[10, 100, 463, 448]
article-dateline: କେନ୍ଦୁଝର,ନ୍ୟୁଜ ବ୍ୟୁରୋ	[201, 807, 270, 817]
article-text: କୃଷ୍ଣ ନଗରରେ କଳାକୃତି ସଂସ୍ଥା ପକ୍ଷରୁ ଚାରିଦିନିଆ ଚିତ୍ର ମହୋତ୍ସବ ଉଦଯାପିତ ହୋଇଯାଇଛି । ଏହି ଅବସରରେ ପ୍ରଥମ ଥର ପାଇଁ ତିନି କୃତୀ ଚିତ୍ର ଶିଳ୍ପୀଙ୍କୁ ବୃତ୍ତି ପ୍ରଦାନ କରାଯାଇଛି । ପିଲାମାନଙ୍କ ପାଇଁ ଚିତ୍ରାଙ୍କନ ପ୍ରତିଯୋଗିତା ଆୟୋଜିତ ହୋଇଥିଲା ଏବଂ ବିଜେତାଙ୍କୁ ପୁରସ୍କାର ଦିଆଯାଇଥିଲା । ଶିଳ୍ପୀ ନମିତା ଶେଣ୍ଟାଙ୍କୁ ୩୦୦୦ ଟଙ୍କା ପୁରସ୍କାର ରାଶି ପ୍ରଦାନ କରାଯାଇଥିଲା । ସମାପନୀ ଉତ୍ସବରେ ବିଶିଷ୍ଟ ଅତିଥିମାନେ ଯୋଗ ଦେଇ କଳାକାରଙ୍କ ପ୍ରଶଂସା କରିଥିଲେ । ଛାତ୍ରଛାତ୍ରୀଙ୍କ ପ୍ରତିଭା ବିକାଶ ପାଇଁ ଏଭଳି କାର୍ଯ୍ୟକ୍ରମ ଆବଶ୍ୟକ ବୋଲି ବକ୍ତାମାନେ ମତ ଦେଇଥିଲେ ।	[597, 315, 819, 409]
section-divider	[0, 452, 945, 454]
goat-gift-photo	[767, 505, 941, 660]
article-text: ଅତୀତରେ ପୁରାଣ ଦୃଷ୍ଟାନ୍ତରେ ଘରମଣୀ ଏକ କେଳିକ ନାମ ଥିଲା । ଶ୍ରୀ ଜଗନ୍ନାଥ ଟ୍ରଷ୍ଟ ପକ୍ଷରୁ ଅସହାୟ ମହିଳା ସାବିତ୍ରୀଙ୍କୁ ଜୀବିକା ପାଇଁ ଏକ ଛେଳି ଉପହାର ଦିଆଯାଇଛି । ଟ୍ରଷ୍ଟର ସଦସ୍ୟମାନେ ଗ୍ରାମକୁ ଯାଇ ଏହି ଉପହାର ହସ୍ତାନ୍ତର କରିଥିଲେ । ଏହା ଦ୍ୱାରା ପରିବାରର ଆର୍ଥିକ ସ୍ଥିତି ସୁଧୁରିବ ବୋଲି ଆଶା ପ୍ରକାଶ କରାଯାଇଛି । ଗ୍ରାମବାସୀ ଟ୍ରଷ୍ଟର ଏହି ପଦକ୍ଷେପକୁ ପ୍ରଶଂସା କରିଛନ୍ତି ।	[767, 665, 941, 738]
article-headline: କୃଷିର ବିକାଶରେ ପାଣି ପଞ୍ଚାୟତର ଭୂମିକା ବହୁତ ଗୁରୁତ୍ୱପୂର୍ଣ୍ଣ	[10, 1098, 570, 1125]
column-divider	[192, 780, 193, 1090]
article-body	[10, 1132, 125, 1446]
article-dateline: ଜଗତପୁର, ନ୍ୟୁଜ ବ୍ୟୁରୋ	[390, 512, 465, 521]
women-photo	[708, 18, 823, 92]
section-divider	[0, 772, 945, 774]
